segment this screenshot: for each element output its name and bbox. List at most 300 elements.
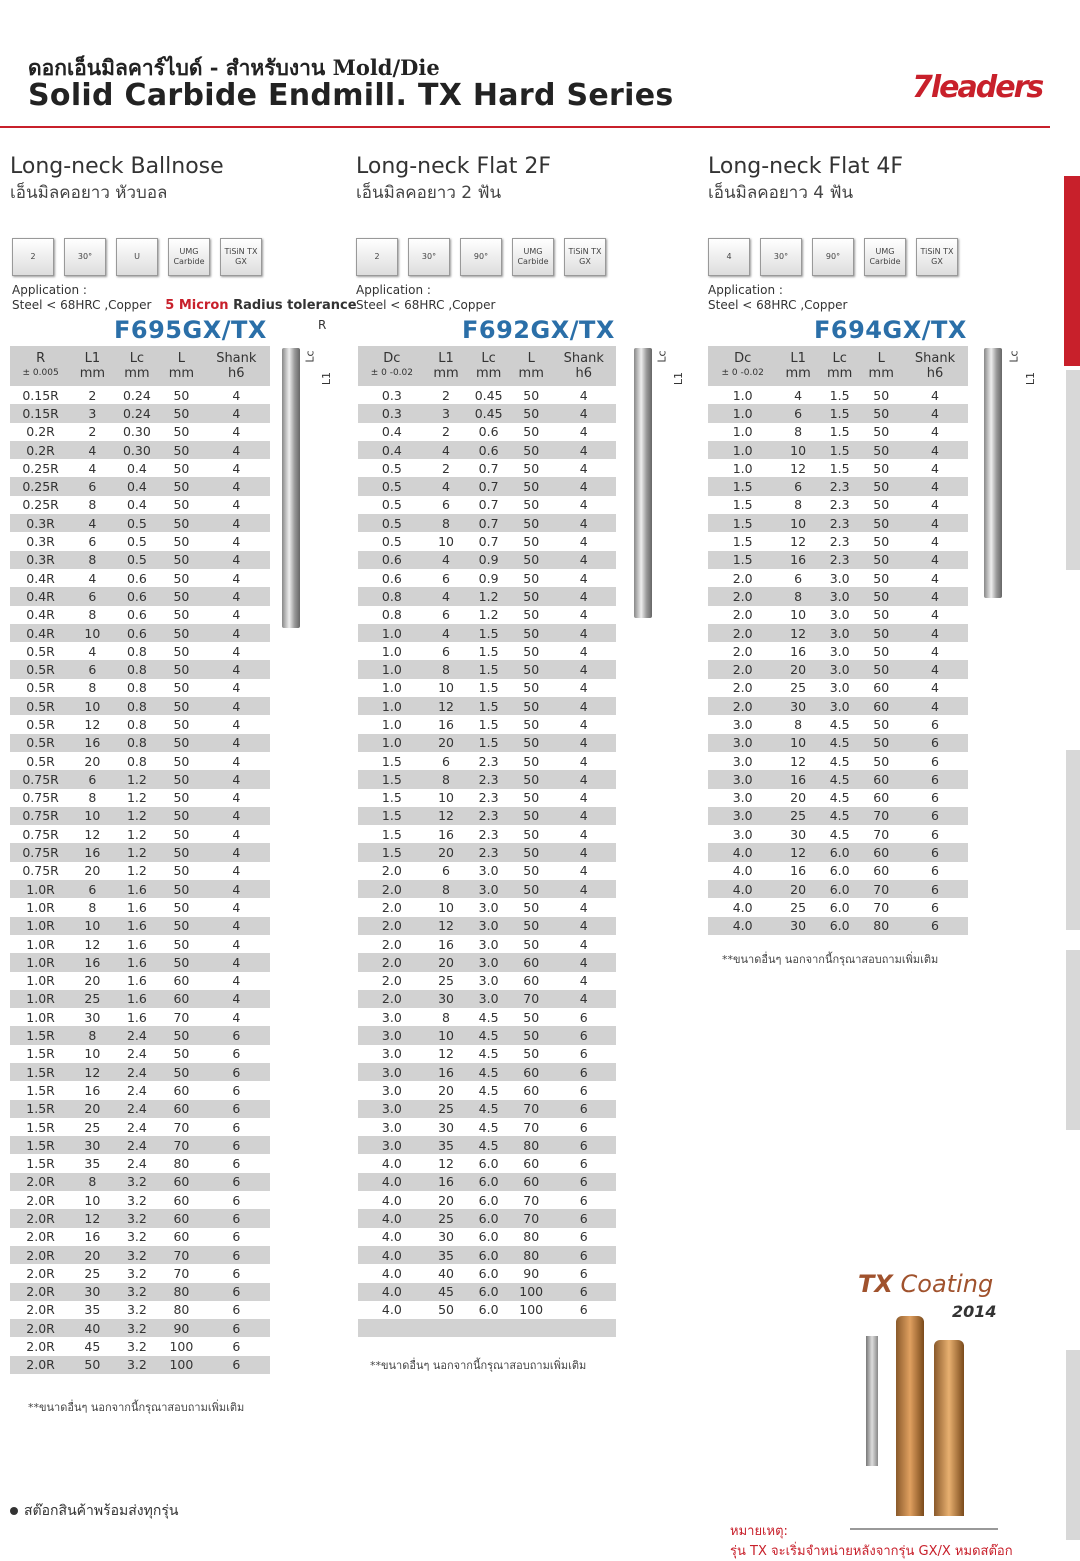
table-cell: 40 — [71, 1319, 113, 1337]
table-cell: 1.5 — [381, 753, 402, 769]
table-cell: 90 — [523, 1265, 540, 1281]
table-cell: 0.5R — [26, 680, 55, 696]
stock-note: สต๊อกสินค้าพร้อมส่งทุกรุ่น — [10, 1500, 178, 1522]
table-cell: 50 — [873, 387, 890, 403]
table-cell: 16 — [71, 953, 113, 971]
table-cell: 0.8 — [126, 680, 147, 696]
table-row — [358, 953, 616, 971]
table-cell: 4 — [931, 680, 939, 696]
column-header: R ± 0.005 — [10, 346, 71, 386]
table-cell: 2 — [442, 460, 450, 476]
table-cell: 1.5R — [10, 1063, 71, 1081]
table-cell: 16 — [790, 643, 807, 659]
table-cell: 1.5 — [466, 697, 511, 715]
table-cell: 4 — [579, 863, 588, 879]
table-cell: 1.6 — [114, 990, 161, 1008]
table-cell: 2.3 — [466, 770, 511, 788]
table-cell: 50 — [511, 1026, 552, 1044]
table-cell: 60 — [173, 1192, 190, 1208]
table-cell: 8 — [88, 899, 97, 915]
table-cell: 45 — [426, 1283, 467, 1301]
table-cell: 12 — [84, 936, 101, 952]
table-cell: 0.3 — [358, 404, 426, 422]
table-cell: 3.0 — [381, 1009, 402, 1025]
table-cell: 6 — [71, 770, 113, 788]
table-cell: 50 — [160, 953, 202, 971]
coating-icon: TiSiN TX GX — [564, 238, 606, 276]
table-cell: 70 — [511, 1100, 552, 1118]
table-cell: 20 — [84, 753, 101, 769]
table-cell: 6.0 — [829, 863, 850, 879]
table-cell: 2.3 — [829, 534, 850, 550]
table-row — [10, 1154, 270, 1172]
table-cell: 70 — [860, 880, 902, 898]
table-cell: 1.5R — [26, 1156, 55, 1172]
table-cell: 0.5 — [114, 514, 161, 532]
table-cell: 50 — [511, 514, 552, 532]
table-cell: 0.5R — [10, 660, 71, 678]
table-cell: 4 — [552, 880, 617, 898]
table-cell: 4 — [232, 790, 241, 806]
table-cell: 3.0 — [732, 790, 753, 806]
table-cell: 60 — [860, 697, 902, 715]
table-cell: 0.9 — [466, 551, 511, 569]
table-cell: 70 — [860, 807, 902, 825]
remark-text: รุ่น TX จะเริ่มจำหน่ายหลังจากรุ่น GX/X หมดสต๊อก — [730, 1544, 1013, 1559]
table-cell: 50 — [160, 404, 202, 422]
table-cell: 8 — [88, 790, 97, 806]
table-cell: 60 — [173, 1229, 190, 1245]
table-cell: 4 — [794, 387, 803, 403]
section-title: Long-neck Flat 4F — [708, 154, 904, 179]
table-cell: 4 — [552, 514, 617, 532]
table-cell: 60 — [511, 1063, 552, 1081]
table-row — [708, 642, 968, 660]
table-row — [10, 532, 270, 550]
helix-angle-icon: 30° — [64, 238, 106, 276]
table-cell: 1.2 — [114, 807, 161, 825]
table-cell: 30 — [777, 697, 819, 715]
table-cell: 60 — [860, 843, 902, 861]
table-row — [10, 898, 270, 916]
table-cell: 2.0 — [708, 624, 777, 642]
table-row — [358, 1173, 616, 1191]
flute-count-icon: 4 — [708, 238, 750, 276]
table-cell: 50 — [160, 587, 202, 605]
table-cell: 4 — [232, 826, 241, 842]
dim-label-lc: Lc — [1007, 350, 1021, 363]
table-cell: 50 — [173, 753, 190, 769]
table-cell: 80 — [511, 1246, 552, 1264]
table-cell: 2.0R — [10, 1173, 71, 1191]
flute-count-icon: 2 — [12, 238, 54, 276]
table-cell: 50 — [173, 863, 190, 879]
table-cell: 4.5 — [466, 1136, 511, 1154]
side-tab-2[interactable] — [1066, 370, 1080, 570]
table-row — [708, 880, 968, 898]
table-cell: 1.5 — [466, 734, 511, 752]
table-cell: 3.2 — [114, 1209, 161, 1227]
table-cell: 3.0 — [358, 1100, 426, 1118]
material-icon: UMG Carbide — [864, 238, 906, 276]
table-cell: 2.0R — [10, 1246, 71, 1264]
table-cell: 6 — [232, 1046, 241, 1062]
table-cell: 4.5 — [478, 1046, 499, 1062]
table-cell: 50 — [873, 534, 890, 550]
table-row — [10, 715, 270, 733]
table-cell: 2.0R — [26, 1192, 55, 1208]
table-cell: 50 — [511, 660, 552, 678]
table-cell: 16 — [84, 1082, 101, 1098]
table-row — [358, 789, 616, 807]
table-cell: 0.6 — [358, 551, 426, 569]
table-cell: 1.5 — [708, 551, 777, 569]
table-row — [10, 551, 270, 569]
table-cell: 4 — [931, 534, 939, 550]
table-cell: 20 — [426, 734, 467, 752]
table-cell: 6 — [902, 880, 968, 898]
table-cell: 1.5R — [26, 1119, 55, 1135]
model-code: F692GX/TX — [462, 316, 615, 344]
table-cell: 4 — [88, 643, 97, 659]
ball-end-icon: U — [116, 238, 158, 276]
table-cell: 12 — [438, 1156, 454, 1172]
table-cell: 60 — [860, 770, 902, 788]
table-cell: 1.0 — [358, 624, 426, 642]
thai-title: ดอกเอ็นมิลคาร์ไบด์ - สำหรับงาน Mold/Die — [28, 55, 440, 80]
table-cell: 2.0R — [10, 1283, 71, 1301]
table-cell: 3.0 — [732, 753, 753, 769]
table-cell: 3.0 — [358, 1063, 426, 1081]
table-cell: 60 — [160, 1100, 202, 1118]
table-cell: 2.0R — [10, 1356, 71, 1374]
table-cell: 6.0 — [478, 1192, 499, 1208]
table-cell: 10 — [71, 807, 113, 825]
table-cell: 4.0 — [732, 863, 753, 879]
table-cell: 4 — [232, 460, 241, 476]
table-cell: 20 — [790, 790, 807, 806]
table-row — [708, 423, 968, 441]
flute-count-icon: 2 — [356, 238, 398, 276]
table-cell: 50 — [523, 899, 540, 915]
table-cell: 1.6 — [126, 936, 147, 952]
table-cell: 50 — [160, 807, 202, 825]
table-cell: 8 — [426, 660, 467, 678]
table-cell: 1.5 — [829, 460, 850, 476]
table-cell: 4 — [579, 497, 588, 513]
table-cell: 4 — [203, 734, 270, 752]
dim-label-l1: L1 — [320, 371, 334, 386]
tolerance-label: Radius tolerance — [233, 298, 357, 313]
table-row — [10, 697, 270, 715]
table-cell: 4 — [552, 660, 617, 678]
table-row — [358, 1264, 616, 1282]
table-cell: 4 — [931, 497, 939, 513]
table-cell: 50 — [860, 514, 902, 532]
table-cell: 1.0R — [26, 936, 55, 952]
table-row — [10, 1209, 270, 1227]
table-cell: 70 — [511, 990, 552, 1008]
table-cell: 35 — [84, 1156, 101, 1172]
table-row — [708, 917, 968, 935]
table-cell: 4 — [232, 899, 241, 915]
table-cell: 1.6 — [114, 953, 161, 971]
table-row — [708, 679, 968, 697]
table-cell: 1.5 — [732, 534, 753, 550]
table-row — [358, 1191, 616, 1209]
table-cell: 60 — [160, 1209, 202, 1227]
column-header: Lc mm — [466, 346, 511, 386]
material-icon: UMG Carbide — [512, 238, 554, 276]
side-tab-5[interactable] — [1066, 1350, 1080, 1540]
table-cell: 1.5R — [26, 1082, 55, 1098]
table-cell: 0.30 — [122, 424, 151, 440]
side-tab-4[interactable] — [1066, 950, 1080, 1130]
table-cell: 4.0 — [732, 899, 753, 915]
table-cell: 0.5 — [126, 534, 147, 550]
table-cell: 12 — [71, 1063, 113, 1081]
table-cell: 4 — [426, 551, 467, 569]
table-cell: 1.2 — [478, 607, 499, 623]
table-cell: 50 — [173, 497, 190, 513]
table-cell: 50 — [160, 1026, 202, 1044]
table-cell: 100 — [511, 1283, 552, 1301]
table-cell: 4 — [552, 624, 617, 642]
table-cell: 6 — [203, 1173, 270, 1191]
table-cell: 8 — [794, 497, 803, 513]
table-row — [10, 386, 270, 404]
table-cell: 3.0 — [478, 899, 499, 915]
table-row — [358, 734, 616, 752]
table-cell: 6 — [777, 404, 819, 422]
table-cell: 50 — [160, 551, 202, 569]
table-cell: 6 — [232, 1192, 241, 1208]
table-cell: 70 — [173, 1009, 190, 1025]
table-cell: 1.6 — [126, 899, 147, 915]
table-cell: 6 — [203, 1356, 270, 1374]
table-row — [10, 1118, 270, 1136]
table-cell: 4 — [902, 441, 968, 459]
table-cell: 1.2 — [126, 863, 147, 879]
table-cell: 1.6 — [114, 917, 161, 935]
table-cell: 30 — [71, 1283, 113, 1301]
table-cell: 6 — [71, 477, 113, 495]
table-cell: 0.7 — [478, 460, 499, 476]
table-cell: 50 — [523, 570, 540, 586]
table-row — [358, 770, 616, 788]
table-cell: 2.0 — [358, 880, 426, 898]
table-cell: 1.6 — [126, 1009, 147, 1025]
table-cell: 0.5R — [10, 734, 71, 752]
table-cell: 4.0 — [358, 1173, 426, 1191]
table-cell: 3.0 — [829, 680, 850, 696]
table-cell: 80 — [173, 1302, 190, 1318]
table-row — [10, 496, 270, 514]
table-cell: 4 — [232, 424, 241, 440]
table-cell: 60 — [511, 1173, 552, 1191]
side-tab-3[interactable] — [1066, 750, 1080, 930]
table-cell: 4 — [203, 587, 270, 605]
table-cell: 4 — [203, 807, 270, 825]
table-cell: 50 — [173, 607, 190, 623]
table-row — [10, 1264, 270, 1282]
table-cell: 6.0 — [819, 917, 861, 935]
table-cell: 50 — [860, 587, 902, 605]
table-cell: 50 — [511, 770, 552, 788]
table-cell: 4 — [552, 953, 617, 971]
table-cell: 50 — [873, 497, 890, 513]
table-cell: 25 — [438, 973, 454, 989]
table-row — [358, 624, 616, 642]
table-cell: 6 — [931, 716, 939, 732]
column-header: L1 mm — [71, 346, 113, 386]
table-cell: 4.0 — [381, 1229, 402, 1245]
table-cell: 4 — [232, 497, 241, 513]
table-cell: 2.3 — [829, 497, 850, 513]
table-row — [358, 880, 616, 898]
table-row — [358, 1209, 616, 1227]
table-cell: 1.5 — [708, 514, 777, 532]
table-cell: 20 — [777, 880, 819, 898]
table-cell: 0.15R — [22, 387, 59, 403]
table-cell: 4 — [203, 660, 270, 678]
table-cell: 50 — [438, 1302, 454, 1318]
table-cell: 1.5 — [466, 660, 511, 678]
table-cell: 6 — [931, 899, 939, 915]
footnote: **ขนาดอื่นๆ นอกจากนี้กรุณาสอบถามเพิ่มเติม — [28, 1401, 245, 1414]
table-cell: 50 — [523, 534, 540, 550]
table-row — [708, 898, 968, 916]
table-cell: 4 — [552, 697, 617, 715]
table-cell: 0.75R — [10, 770, 71, 788]
table-cell: 3.0 — [466, 953, 511, 971]
table-cell: 50 — [523, 863, 540, 879]
table-cell: 12 — [84, 826, 101, 842]
table-cell: 80 — [523, 1229, 540, 1245]
helix-angle-icon: 30° — [760, 238, 802, 276]
table-cell: 4 — [232, 534, 241, 550]
table-cell: 4.0 — [381, 1192, 402, 1208]
table-cell: 6 — [442, 607, 450, 623]
table-cell: 1.0R — [26, 1009, 55, 1025]
table-row — [10, 917, 270, 935]
table-cell: 4 — [232, 973, 241, 989]
table-cell: 4 — [552, 917, 617, 935]
coating-icon: TiSiN TX GX — [916, 238, 958, 276]
table-cell: 1.5 — [381, 790, 402, 806]
table-row — [358, 551, 616, 569]
table-cell: 1.0R — [10, 880, 71, 898]
table-cell: 0.7 — [466, 477, 511, 495]
table-cell: 4 — [579, 387, 588, 403]
table-cell: 2 — [442, 424, 450, 440]
table-cell: 12 — [777, 843, 819, 861]
table-cell: 20 — [438, 1082, 454, 1098]
table-row — [358, 1136, 616, 1154]
table-cell: 50 — [873, 570, 890, 586]
table-cell: 4 — [552, 477, 617, 495]
table-row — [708, 551, 968, 569]
table-cell: 0.5 — [381, 460, 402, 476]
table-row — [358, 386, 616, 404]
table-cell: 100 — [169, 1339, 194, 1355]
table-cell: 3.2 — [126, 1339, 147, 1355]
table-row — [10, 1191, 270, 1209]
table-cell: 45 — [84, 1339, 101, 1355]
table-cell: 2.4 — [126, 1046, 147, 1062]
table-cell: 3.0 — [381, 1046, 402, 1062]
table-cell: 16 — [790, 863, 807, 879]
table-cell: 3.0 — [732, 826, 753, 842]
side-tab-milling[interactable] — [1064, 176, 1080, 366]
table-cell: 20 — [84, 863, 101, 879]
table-cell: 6 — [902, 807, 968, 825]
table-cell: 4 — [203, 697, 270, 715]
table-cell: 12 — [438, 1046, 454, 1062]
table-cell: 6 — [232, 1339, 241, 1355]
table-row — [358, 660, 616, 678]
table-cell: 50 — [160, 660, 202, 678]
table-cell: 0.6 — [126, 570, 147, 586]
table-cell: 4 — [203, 843, 270, 861]
table-cell: 4.0 — [381, 1156, 402, 1172]
tolerance-value: 5 Micron — [165, 298, 229, 313]
table-cell: 0.4 — [358, 441, 426, 459]
table-cell: 3.0 — [358, 1026, 426, 1044]
table-cell: 70 — [873, 826, 890, 842]
table-cell: 4 — [931, 460, 939, 476]
table-cell: 1.0 — [381, 680, 402, 696]
table-cell: 4 — [931, 607, 939, 623]
table-cell: 6.0 — [478, 1302, 499, 1318]
table-cell: 0.24 — [122, 387, 151, 403]
table-row — [358, 1063, 616, 1081]
table-cell: 0.5R — [26, 716, 55, 732]
table-cell: 8 — [426, 514, 467, 532]
table-cell: 10 — [438, 534, 454, 550]
table-cell: 25 — [790, 680, 807, 696]
table-cell: 8 — [71, 1173, 113, 1191]
table-row — [358, 1154, 616, 1172]
table-cell: 6 — [442, 497, 450, 513]
table-cell: 6.0 — [478, 1229, 499, 1245]
table-cell: 60 — [523, 973, 540, 989]
table-cell: 0.25R — [22, 497, 59, 513]
application-label: Application : — [12, 283, 87, 297]
table-cell: 4 — [232, 753, 241, 769]
table-cell: 8 — [426, 880, 467, 898]
table-cell: 1.0 — [381, 643, 402, 659]
table-cell: 4 — [579, 973, 588, 989]
dim-label-l1: L1 — [672, 371, 686, 386]
table-row — [358, 715, 616, 733]
table-cell: 10 — [71, 917, 113, 935]
table-cell: 0.4 — [126, 460, 147, 476]
table-row — [708, 569, 968, 587]
table-row — [10, 1301, 270, 1319]
table-cell: 3.0 — [819, 587, 861, 605]
table-cell: 2.3 — [819, 514, 861, 532]
table-cell: 10 — [426, 1026, 467, 1044]
table-cell: 4 — [426, 624, 467, 642]
table-cell: 6 — [902, 917, 968, 935]
table-cell: 50 — [523, 1009, 540, 1025]
table-cell: 60 — [160, 1173, 202, 1191]
table-row — [708, 441, 968, 459]
table-cell: 60 — [511, 953, 552, 971]
table-cell: 4 — [203, 770, 270, 788]
table-cell: 6 — [777, 477, 819, 495]
